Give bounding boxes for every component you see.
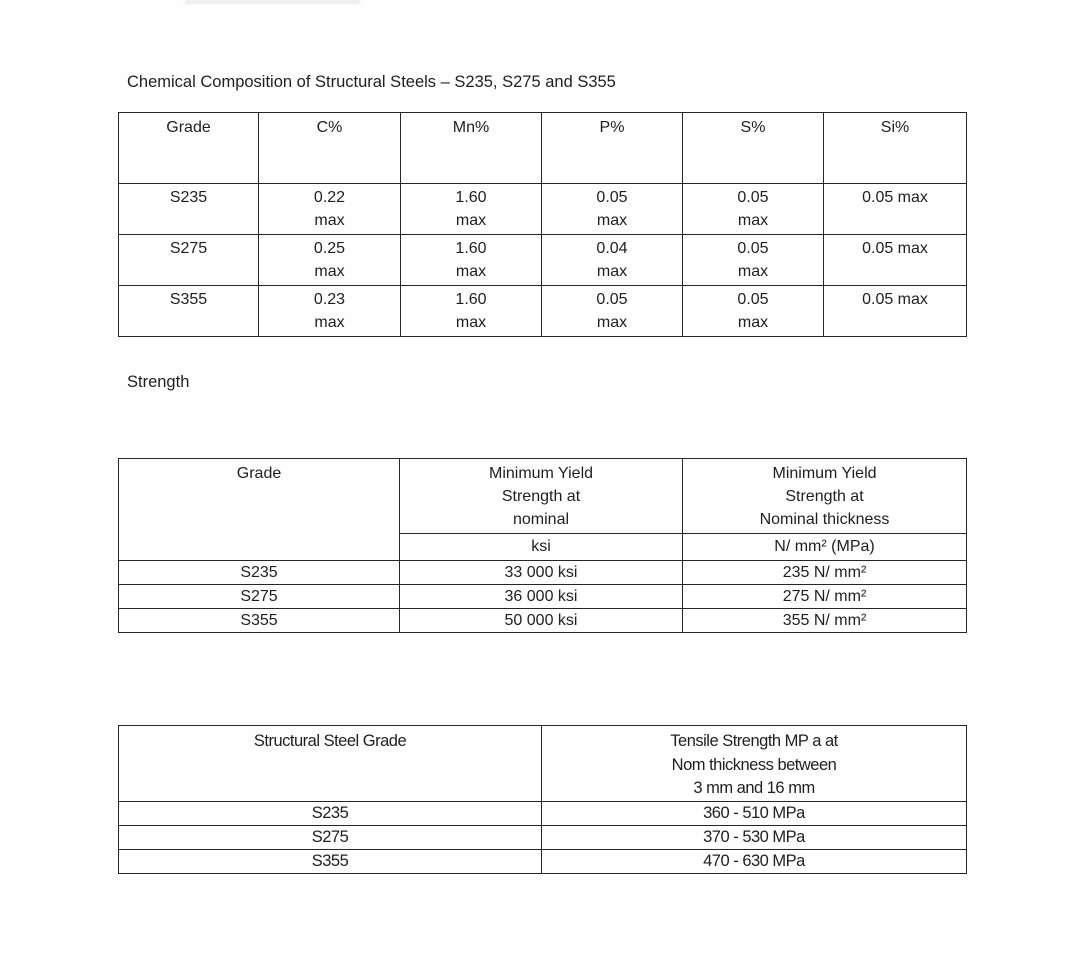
header-line: Tensile Strength MP a at <box>670 732 838 750</box>
header-line: Nominal thickness <box>759 511 890 528</box>
si-cell: 0.05 max <box>824 235 967 286</box>
value-line: 1.60 <box>455 189 487 206</box>
table-row <box>119 585 967 609</box>
unit-mpa: N/ mm² (MPa) <box>683 534 967 561</box>
column-header-c: C% <box>259 113 401 184</box>
value-line: 0.05 <box>737 291 769 308</box>
yield-strength-table <box>118 458 967 633</box>
p-cell <box>542 235 683 286</box>
max-line: max <box>314 313 345 331</box>
table-row <box>119 849 967 873</box>
table-header-row <box>119 113 967 184</box>
tensile-cell: 360 - 510 MPa <box>542 801 967 825</box>
column-header-yield-mpa <box>683 459 967 534</box>
value-line: 0.23 <box>313 291 346 308</box>
table-row <box>119 609 967 633</box>
grade-cell: S275 <box>119 585 400 609</box>
table-row <box>119 184 967 235</box>
scan-artifact <box>185 0 360 4</box>
max-line: max <box>455 262 487 280</box>
ksi-cell: 36 000 ksi <box>400 585 683 609</box>
mn-cell <box>401 286 542 337</box>
p-cell <box>542 286 683 337</box>
si-cell: 0.05 max <box>824 184 967 235</box>
table-row <box>119 561 967 585</box>
tensile-cell: 470 - 630 MPa <box>542 849 967 873</box>
grade-cell: S355 <box>119 286 259 337</box>
grade-cell: S235 <box>119 561 400 585</box>
table-row <box>119 825 967 849</box>
chemical-composition-table <box>118 112 967 337</box>
max-line: max <box>455 313 487 331</box>
column-header-si: Si% <box>824 113 967 184</box>
column-header-mn: Mn% <box>401 113 542 184</box>
tensile-strength-table <box>118 725 967 874</box>
grade-cell: S355 <box>119 609 400 633</box>
header-line: Minimum Yield <box>772 465 877 482</box>
column-header-grade: Grade <box>119 113 259 184</box>
grade-cell: S355 <box>119 849 542 873</box>
column-header-p: P% <box>542 113 683 184</box>
value-line: 1.60 <box>455 240 487 257</box>
s-cell <box>683 184 824 235</box>
column-header-grade: Grade <box>119 459 400 561</box>
ksi-cell: 50 000 ksi <box>400 609 683 633</box>
grade-cell: S275 <box>119 235 259 286</box>
header-line: 3 mm and 16 mm <box>693 779 815 797</box>
mpa-cell: 275 N/ mm² <box>683 585 967 609</box>
header-line: Minimum Yield <box>488 465 594 482</box>
mpa-cell: 355 N/ mm² <box>683 609 967 633</box>
column-header-yield-ksi <box>400 459 683 534</box>
c-cell <box>259 184 401 235</box>
value-line: 1.60 <box>455 291 487 308</box>
s-cell <box>683 235 824 286</box>
value-line: 0.25 <box>313 240 346 257</box>
max-line: max <box>596 211 628 229</box>
header-line: nominal <box>512 511 570 528</box>
c-cell <box>259 286 401 337</box>
value-line: 0.05 <box>596 291 628 308</box>
page-title: Chemical Composition of Structural Steels – S235, S275 and S355 <box>127 73 616 91</box>
grade-cell: S275 <box>119 825 542 849</box>
max-line: max <box>596 262 628 280</box>
grade-cell: S235 <box>119 184 259 235</box>
table-header-row <box>119 459 967 534</box>
max-line: max <box>596 313 628 331</box>
column-header-tensile-strength <box>542 726 967 802</box>
ksi-cell: 33 000 ksi <box>400 561 683 585</box>
grade-cell: S235 <box>119 801 542 825</box>
mn-cell <box>401 235 542 286</box>
value-line: 0.04 <box>596 240 628 257</box>
strength-section-heading: Strength <box>127 373 190 391</box>
header-line: Strength at <box>501 488 581 505</box>
header-line: Nom thickness between <box>671 755 837 774</box>
table-row <box>119 286 967 337</box>
value-line: 0.05 <box>737 189 769 206</box>
tensile-cell: 370 - 530 MPa <box>542 825 967 849</box>
table-row <box>119 235 967 286</box>
si-cell: 0.05 max <box>824 286 967 337</box>
max-line: max <box>737 313 769 331</box>
value-line: 0.05 <box>596 189 628 206</box>
unit-ksi: ksi <box>400 534 683 561</box>
value-line: 0.05 <box>737 240 769 257</box>
max-line: max <box>737 262 769 280</box>
max-line: max <box>455 211 487 229</box>
s-cell <box>683 286 824 337</box>
column-header-structural-steel-grade: Structural Steel Grade <box>119 726 542 802</box>
p-cell <box>542 184 683 235</box>
value-line: 0.22 <box>313 189 346 206</box>
table-row <box>119 801 967 825</box>
max-line: max <box>314 262 345 280</box>
mpa-cell: 235 N/ mm² <box>683 561 967 585</box>
table-header-row <box>119 726 967 802</box>
mn-cell <box>401 184 542 235</box>
c-cell <box>259 235 401 286</box>
max-line: max <box>737 211 769 229</box>
max-line: max <box>314 211 345 229</box>
header-line: Strength at <box>785 488 864 505</box>
column-header-s: S% <box>683 113 824 184</box>
